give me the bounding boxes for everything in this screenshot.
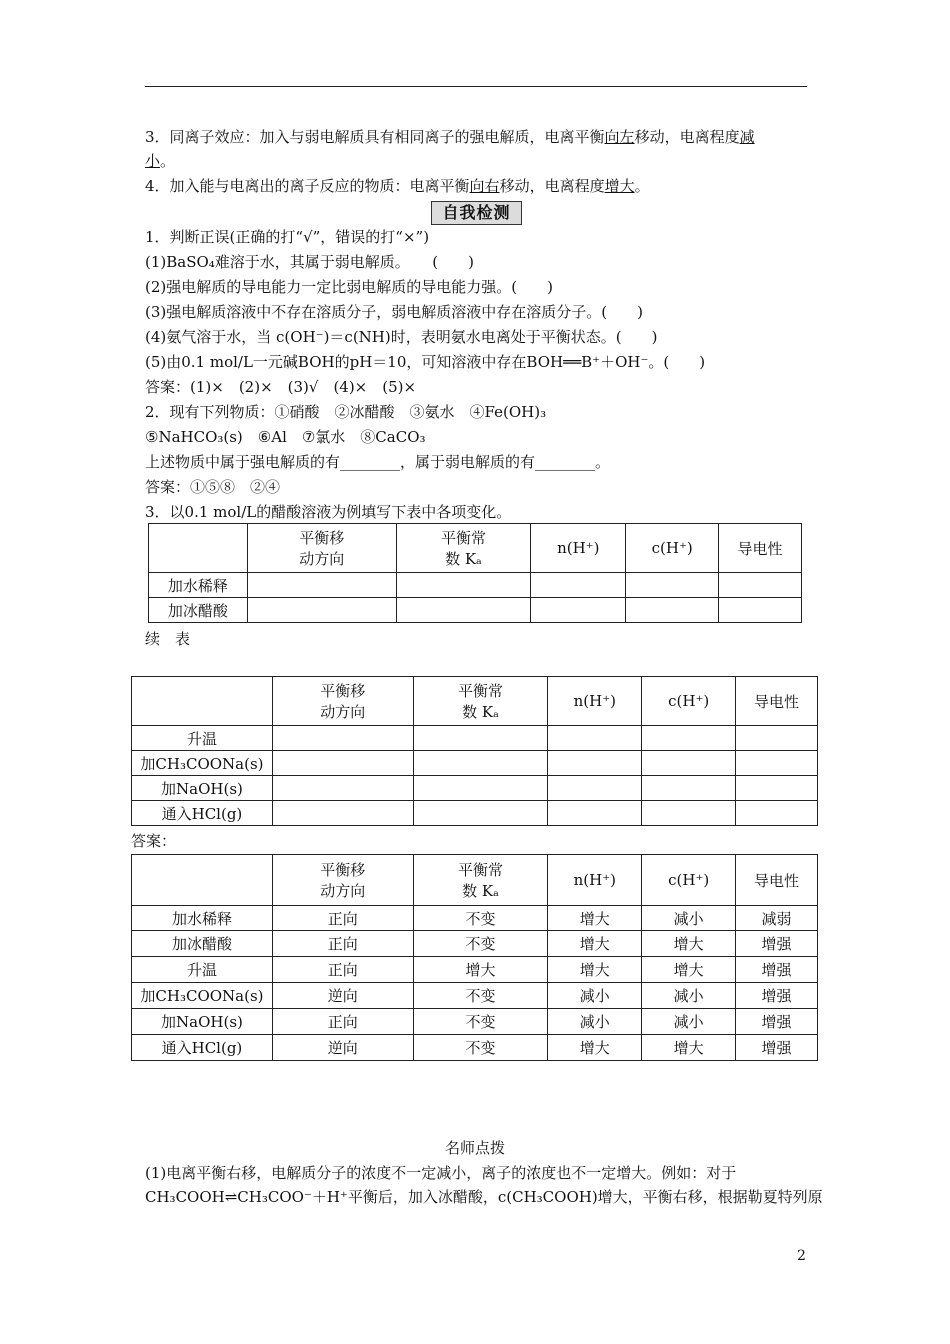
cell-ka: 增大 — [413, 957, 548, 983]
header-conductivity: 导电性 — [736, 677, 818, 726]
blank-cell[interactable] — [642, 751, 736, 776]
row-label: 通入HCl(g) — [132, 801, 273, 826]
table-row — [132, 983, 818, 1009]
blank-cell[interactable] — [719, 598, 802, 623]
cell-direction: 正向 — [272, 906, 413, 931]
table-row — [132, 1035, 818, 1061]
cell-conductivity: 减弱 — [736, 906, 818, 931]
table-row — [132, 957, 818, 983]
table-row — [132, 931, 818, 957]
tips-title: 名师点拨 — [444, 1139, 505, 1157]
tips-paragraph-2: CH₃COOH⇌CH₃COO⁻＋H⁺平衡后，加入冰醋酸，c(CH₃COOH)增大，平衡右移，根据勒夏特列原 — [145, 1188, 823, 1206]
q1-statement-2: (2)强电解质的导电能力一定比弱电解质的导电能力强。( ) — [145, 278, 553, 296]
blank-cell[interactable] — [272, 776, 413, 801]
header-n-h: n(H⁺) — [548, 677, 642, 726]
header-c-h: c(H⁺) — [642, 855, 736, 906]
blank-cell[interactable] — [272, 726, 413, 751]
cell-conductivity: 增强 — [736, 931, 818, 957]
blank-cell[interactable] — [548, 776, 642, 801]
header-n-h: n(H⁺) — [531, 524, 626, 573]
cell-n-h: 增大 — [548, 906, 642, 931]
blank-table-1 — [148, 523, 802, 623]
row-label: 加冰醋酸 — [132, 931, 273, 957]
tips-paragraph-1: (1)电离平衡右移，电解质分子的浓度不一定减小，离子的浓度也不一定增大。例如：对于 — [145, 1164, 737, 1182]
blank-cell[interactable] — [736, 726, 818, 751]
cell-direction: 正向 — [272, 931, 413, 957]
cell-c-h: 减小 — [642, 983, 736, 1009]
q1-title: 1．判断正误(正确的打“√”，错误的打“×”) — [145, 228, 430, 246]
table-row — [132, 1009, 818, 1035]
table-row — [132, 906, 818, 931]
row-label: 升温 — [132, 726, 273, 751]
row-label: 加水稀释 — [132, 906, 273, 931]
cell-c-h: 减小 — [642, 906, 736, 931]
blank-cell[interactable] — [642, 801, 736, 826]
page-number: 2 — [797, 1248, 806, 1264]
cell-ka: 不变 — [413, 983, 548, 1009]
cell-c-h: 增大 — [642, 931, 736, 957]
cell-c-h: 减小 — [642, 1009, 736, 1035]
cell-ka: 不变 — [413, 1035, 548, 1061]
row-label: 加CH₃COONa(s) — [132, 751, 273, 776]
cell-n-h: 增大 — [548, 931, 642, 957]
blank-cell[interactable] — [413, 726, 548, 751]
blank-cell[interactable] — [642, 726, 736, 751]
q3-answer-label: 答案： — [131, 832, 177, 850]
blank-cell[interactable] — [736, 751, 818, 776]
cell-c-h: 增大 — [642, 957, 736, 983]
q1-statement-5: (5)由0.1 mol/L一元碱BOH的pH＝10，可知溶液中存在BOH══B⁺＋OH⁻。( ) — [145, 353, 706, 371]
cell-n-h: 增大 — [548, 1035, 642, 1061]
q1-statement-4: (4)氨气溶于水，当 c(OH⁻)＝c(NH)时，表明氨水电离处于平衡状态。( ) — [145, 328, 658, 346]
rule-3-line1: 3．同离子效应：加入与弱电解质具有相同离子的强电解质，电离平衡向左移动，电离程度减 — [145, 128, 755, 146]
rule-4: 4．加入能与电离出的离子反应的物质：电离平衡向右移动，电离程度增大。 — [145, 177, 650, 195]
blank-cell[interactable] — [548, 751, 642, 776]
cell-c-h: 增大 — [642, 1035, 736, 1061]
blank-cell[interactable] — [247, 598, 396, 623]
cell-n-h: 减小 — [548, 1009, 642, 1035]
blank-cell[interactable] — [626, 598, 719, 623]
cell-conductivity: 增强 — [736, 1009, 818, 1035]
header-corner — [132, 677, 273, 726]
header-corner — [149, 524, 248, 573]
header-conductivity: 导电性 — [736, 855, 818, 906]
header-direction: 平衡移 动方向 — [272, 677, 413, 726]
blank-cell[interactable] — [413, 801, 548, 826]
blank-cell[interactable] — [626, 573, 719, 598]
blank-cell[interactable] — [247, 573, 396, 598]
blank-cell[interactable] — [531, 573, 626, 598]
q1-statement-1: (1)BaSO₄难溶于水，其属于弱电解质。 ( ) — [145, 253, 475, 271]
row-label: 通入HCl(g) — [132, 1035, 273, 1061]
blank-cell[interactable] — [719, 573, 802, 598]
table-continued-label: 续 表 — [145, 630, 191, 648]
row-label: 升温 — [132, 957, 273, 983]
q2-answer: 答案：①⑤⑧ ②④ — [145, 478, 281, 496]
cell-ka: 不变 — [413, 906, 548, 931]
header-corner — [132, 855, 273, 906]
blank-cell[interactable] — [531, 598, 626, 623]
blank-cell[interactable] — [272, 751, 413, 776]
blank-cell[interactable] — [548, 726, 642, 751]
cell-conductivity: 增强 — [736, 983, 818, 1009]
cell-direction: 逆向 — [272, 1035, 413, 1061]
cell-ka: 不变 — [413, 1009, 548, 1035]
header-rule — [145, 86, 807, 87]
blank-cell[interactable] — [413, 776, 548, 801]
header-c-h: c(H⁺) — [642, 677, 736, 726]
header-direction: 平衡移 动方向 — [247, 524, 396, 573]
blank-cell[interactable] — [548, 801, 642, 826]
header-ka: 平衡常 数 Kₐ — [396, 524, 531, 573]
self-check-banner: 自我检测 — [431, 201, 522, 225]
q2-question: 上述物质中属于强电解质的有________，属于弱电解质的有________。 — [145, 453, 611, 471]
header-ka: 平衡常 数 Kₐ — [413, 855, 548, 906]
rule-3-line2: 小。 — [145, 152, 176, 170]
cell-conductivity: 增强 — [736, 1035, 818, 1061]
header-c-h: c(H⁺) — [626, 524, 719, 573]
answer-table — [131, 854, 818, 1061]
q2-substances: ⑤NaHCO₃(s) ⑥Al ⑦氯水 ⑧CaCO₃ — [145, 428, 426, 446]
blank-cell[interactable] — [396, 598, 531, 623]
row-label: 加NaOH(s) — [132, 776, 273, 801]
row-label: 加CH₃COONa(s) — [132, 983, 273, 1009]
header-conductivity: 导电性 — [719, 524, 802, 573]
header-n-h: n(H⁺) — [548, 855, 642, 906]
cell-conductivity: 增强 — [736, 957, 818, 983]
cell-direction: 正向 — [272, 1009, 413, 1035]
q1-answer: 答案：(1)× (2)× (3)√ (4)× (5)× — [145, 378, 417, 396]
row-label: 加冰醋酸 — [149, 598, 248, 623]
header-direction: 平衡移 动方向 — [272, 855, 413, 906]
row-label: 加NaOH(s) — [132, 1009, 273, 1035]
header-ka: 平衡常 数 Kₐ — [413, 677, 548, 726]
cell-ka: 不变 — [413, 931, 548, 957]
cell-direction: 逆向 — [272, 983, 413, 1009]
q1-statement-3: (3)强电解质溶液中不存在溶质分子，弱电解质溶液中存在溶质分子。( ) — [145, 303, 643, 321]
blank-table-2 — [131, 676, 818, 826]
q3-title: 3．以0.1 mol/L的醋酸溶液为例填写下表中各项变化。 — [145, 503, 512, 521]
cell-direction: 正向 — [272, 957, 413, 983]
blank-cell[interactable] — [413, 751, 548, 776]
blank-cell[interactable] — [736, 801, 818, 826]
cell-n-h: 减小 — [548, 983, 642, 1009]
blank-cell[interactable] — [396, 573, 531, 598]
q2-title: 2．现有下列物质：①硝酸 ②冰醋酸 ③氨水 ④Fe(OH)₃ — [145, 403, 547, 421]
cell-n-h: 增大 — [548, 957, 642, 983]
blank-cell[interactable] — [272, 801, 413, 826]
row-label: 加水稀释 — [149, 573, 248, 598]
blank-cell[interactable] — [736, 776, 818, 801]
blank-cell[interactable] — [642, 776, 736, 801]
